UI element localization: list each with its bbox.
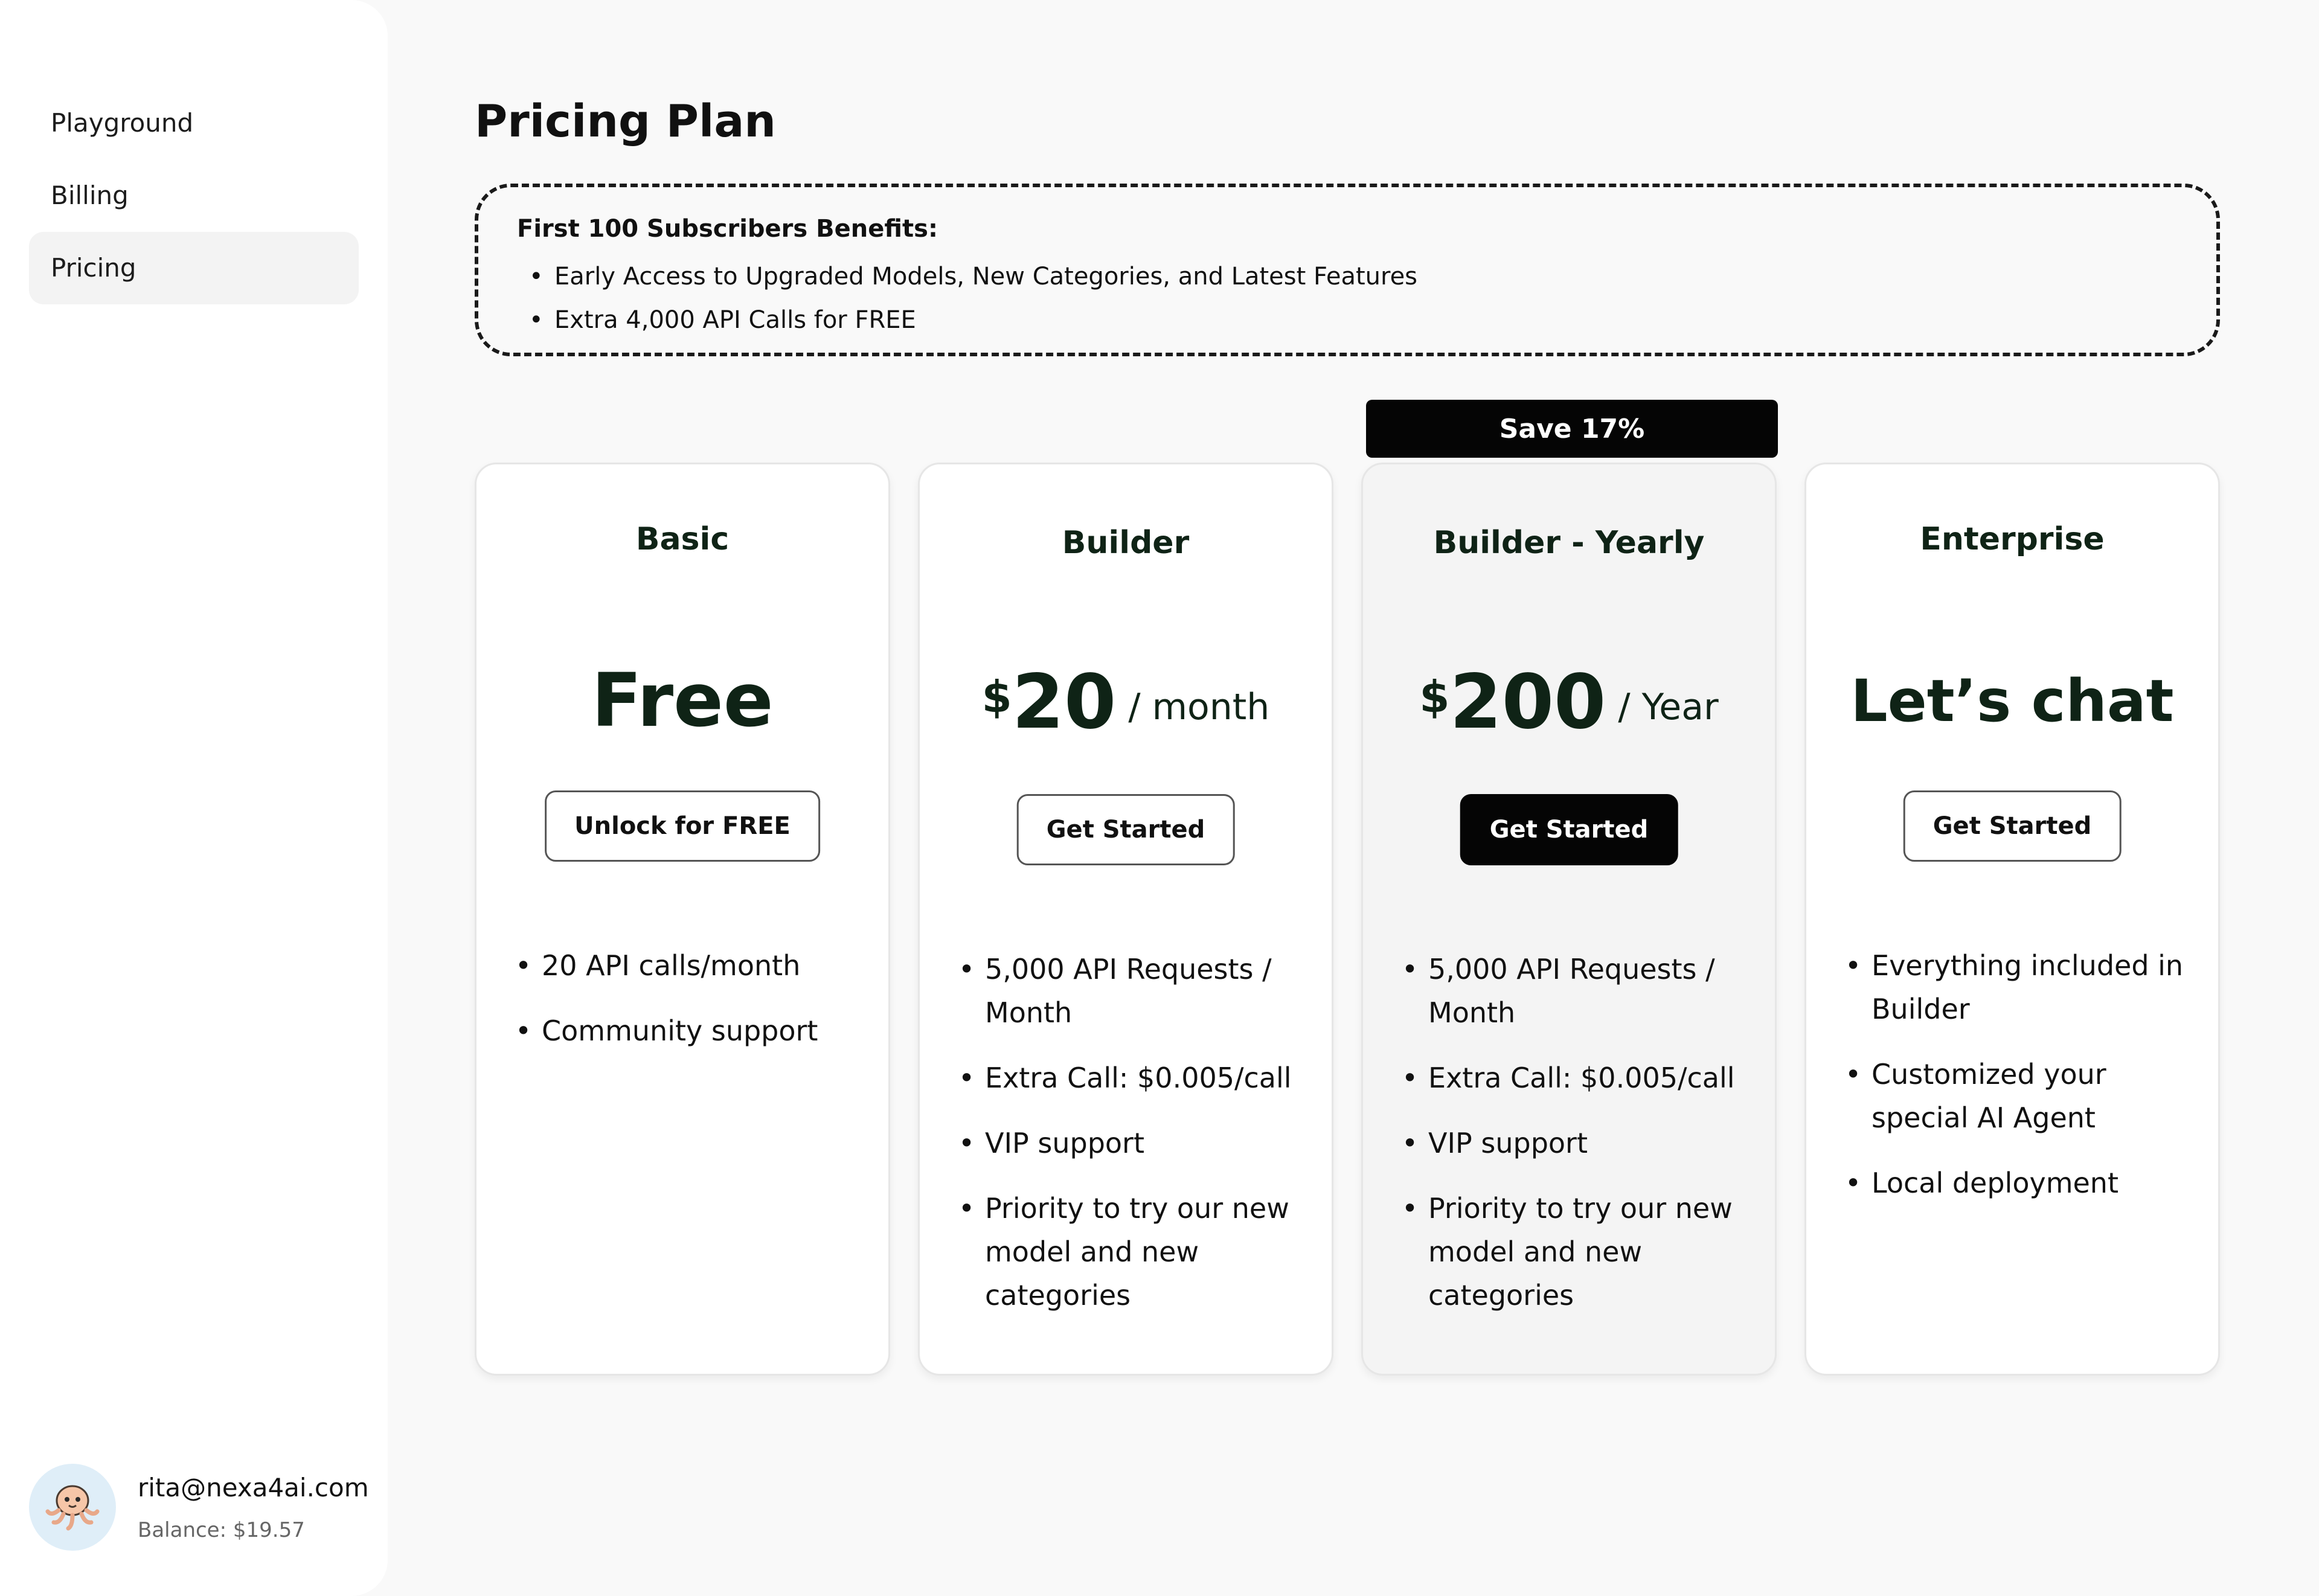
feature-item: • 20 API calls/month — [515, 944, 859, 987]
feature-item: • Priority to try our new model and new categories — [1402, 1187, 1746, 1317]
sidebar-item-playground[interactable]: Playground — [51, 108, 194, 138]
plan-name: Builder — [1062, 525, 1190, 561]
feature-item: • 5,000 API Requests / Month — [1402, 947, 1746, 1034]
feature-item: • Extra Call: $0.005/call — [958, 1056, 1303, 1100]
plan-features — [515, 944, 859, 1074]
benefit-item: • Extra 4,000 API Calls for FREE — [529, 298, 2178, 342]
plan-price: Let’s chat — [1850, 667, 2174, 735]
user-account[interactable] — [29, 1464, 369, 1551]
feature-item: • Extra Call: $0.005/call — [1402, 1056, 1746, 1100]
plan-price — [920, 659, 1332, 746]
plan-name: Builder - Yearly — [1433, 525, 1705, 561]
feature-item: • 5,000 API Requests / Month — [958, 947, 1303, 1034]
feature-item: • Local deployment — [1845, 1161, 2189, 1205]
plan-card-builder-yearly — [1361, 463, 1777, 1376]
get-started-button-builder-yearly[interactable]: Get Started — [1460, 794, 1678, 865]
feature-item: • Community support — [515, 1009, 859, 1053]
price-amount: 200 — [1449, 659, 1606, 746]
benefits-title: First 100 Subscribers Benefits: — [517, 215, 938, 243]
feature-item: • Priority to try our new model and new categories — [958, 1187, 1303, 1317]
plan-card-builder — [918, 463, 1333, 1376]
get-started-button-builder[interactable]: Get Started — [1017, 794, 1235, 865]
plan-features — [1845, 944, 2189, 1226]
plan-price — [1363, 659, 1775, 746]
plan-features — [958, 947, 1303, 1339]
avatar[interactable] — [29, 1464, 116, 1551]
plan-features — [1402, 947, 1746, 1339]
user-email: rita@nexa4ai.com — [138, 1472, 369, 1502]
feature-item: • VIP support — [958, 1121, 1303, 1165]
price-amount: 20 — [1012, 659, 1117, 746]
page-title: Pricing Plan — [475, 95, 776, 147]
price-currency: $ — [1419, 671, 1450, 722]
sidebar — [0, 0, 388, 1596]
price-period: / month — [1128, 686, 1270, 728]
plan-card-basic — [475, 463, 890, 1376]
sidebar-item-pricing[interactable]: Pricing — [29, 232, 359, 304]
unlock-free-button[interactable]: Unlock for FREE — [545, 790, 820, 862]
octopus-avatar-icon — [39, 1474, 106, 1540]
benefit-item: • Early Access to Upgraded Models, New Categories, and Latest Features — [529, 255, 2178, 298]
feature-item: • Customized your special AI Agent — [1845, 1053, 2189, 1139]
plan-price: Free — [591, 658, 774, 743]
user-info — [138, 1473, 369, 1542]
benefits-list — [529, 255, 2178, 342]
plan-name: Enterprise — [1920, 521, 2105, 557]
get-started-button-enterprise[interactable]: Get Started — [1904, 790, 2122, 862]
feature-item: • Everything included in Builder — [1845, 944, 2189, 1031]
feature-item: • VIP support — [1402, 1121, 1746, 1165]
price-period: / Year — [1618, 686, 1719, 728]
user-balance: Balance: $19.57 — [138, 1517, 305, 1542]
save-badge: Save 17% — [1366, 400, 1778, 458]
plan-name: Basic — [635, 521, 730, 557]
plan-card-enterprise — [1804, 463, 2220, 1376]
subscriber-benefits-box — [475, 184, 2220, 356]
price-currency: $ — [981, 671, 1012, 722]
sidebar-nav — [29, 87, 359, 304]
sidebar-item-billing[interactable]: Billing — [51, 181, 129, 210]
